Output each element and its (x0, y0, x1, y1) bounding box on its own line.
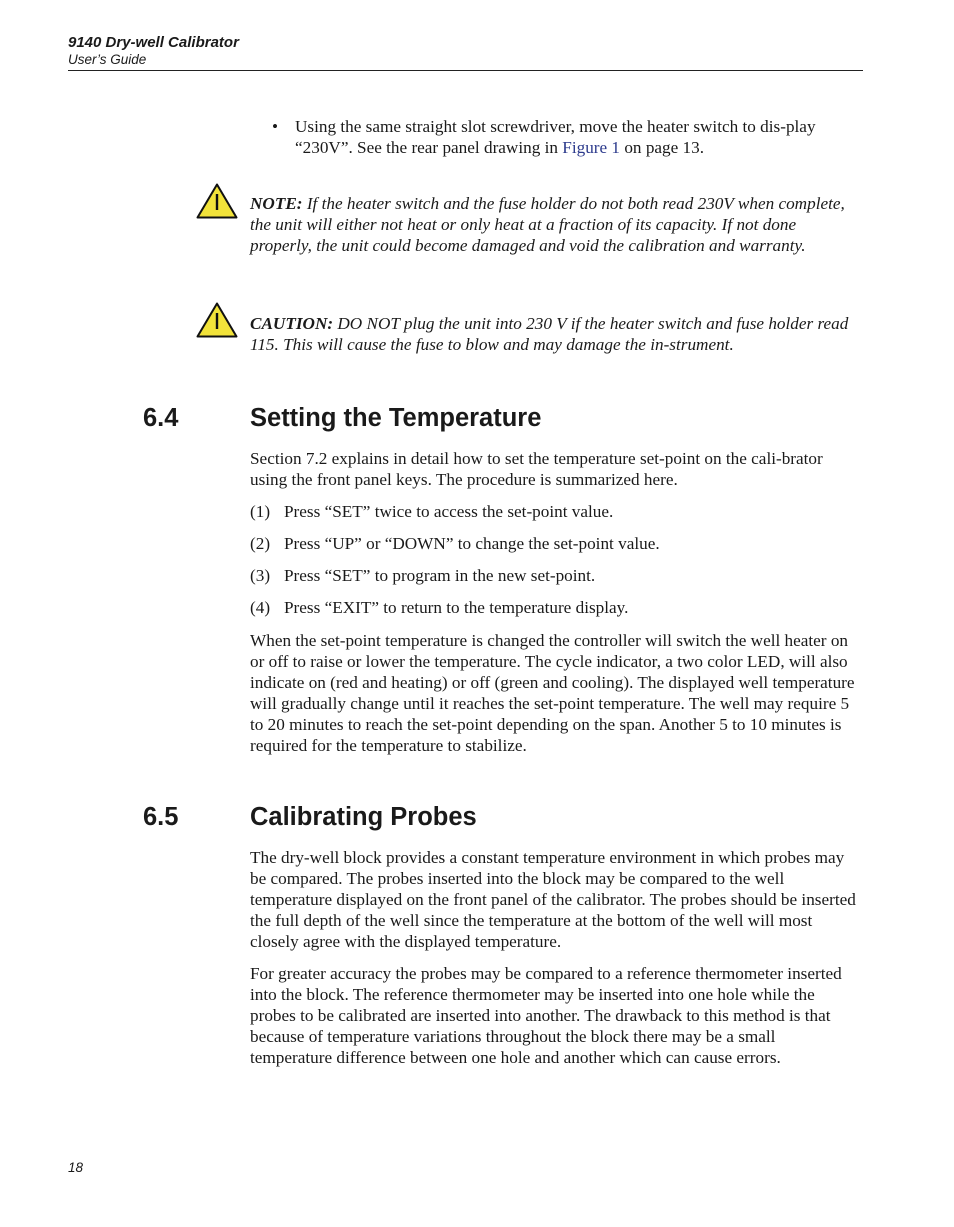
note-text: If the heater switch and the fuse holder do not both read 230V when complete, the unit will either not heat or only heat at a fraction of its capacity. If not done properly, the unit could become damaged and void the calibration and warranty. (250, 194, 845, 255)
header-divider (68, 70, 863, 71)
document-subtitle: User’s Guide (68, 52, 147, 67)
page-number: 18 (68, 1160, 84, 1175)
figure-1-link[interactable]: Figure 1 (562, 138, 621, 157)
bullet-text-before: Using the same straight slot screwdriver, move the heater switch to dis-play “230V”. See the rear panel drawing in (295, 117, 816, 157)
step-number: (2) (250, 534, 271, 553)
document-title: 9140 Dry-well Calibrator (68, 34, 239, 51)
section-6-4-title: Setting the Temperature (250, 404, 542, 432)
page-header (68, 34, 863, 68)
procedure-step-2 (250, 533, 850, 554)
procedure-step-3 (250, 565, 850, 586)
step-number: (1) (250, 502, 271, 521)
caution-text: DO NOT plug the unit into 230 V if the heater switch and fuse holder read 115. This will cause the fuse to blow and may damage the in-strument. (250, 314, 849, 354)
caution-icon (196, 302, 238, 338)
note-block (250, 193, 850, 256)
caution-label: CAUTION: (250, 314, 334, 333)
step-text: Press “SET” twice to access the set-point value. (284, 502, 614, 521)
bullet-symbol: • (272, 117, 279, 136)
section-6-5-paragraph-1: The dry-well block provides a constant temperature environment in which probes may be compared. The probes inserted into the block may be compared to the well temperature displayed on the front panel of the calibrator. The probes should be inserted the full depth of the well since the temperature at the bottom of the well will most closely agree with the displayed temperature. (250, 848, 856, 951)
bullet-text-after: on page 13. (620, 138, 705, 157)
procedure-step-4 (250, 597, 850, 618)
section-6-4-number: 6.4 (143, 404, 179, 432)
warning-icon (196, 183, 238, 219)
section-6-5-title: Calibrating Probes (250, 803, 477, 831)
procedure-step-1 (250, 501, 850, 522)
caution-block (250, 313, 850, 355)
section-6-5-paragraph-2: For greater accuracy the probes may be compared to a reference thermometer inserted into the block. The reference thermometer may be inserted into one hole while the probes to be calibrated are inserted into another. The drawback to this method is that because of temperature variations throughout the block there may be a small temperature difference between one hole and another which can cause errors. (250, 964, 842, 1067)
step-text: Press “SET” to program in the new set-point. (284, 566, 596, 585)
section-6-4-body: When the set-point temperature is changed the controller will switch the well heater on or off to raise or lower the temperature. The cycle indicator, a two color LED, will also indicate on (red and heating) or off (green and cooling). The displayed well temperature will gradually change until it reaches the set-point temperature. The well may require 5 to 20 minutes to reach the set-point depending on the span. Another 5 to 10 minutes is required for the temperature to stabilize. (250, 631, 855, 755)
step-text: Press “EXIT” to return to the temperature display. (284, 598, 629, 617)
step-text: Press “UP” or “DOWN” to change the set-point value. (284, 534, 660, 553)
bullet-item (272, 116, 842, 158)
section-6-4-intro: Section 7.2 explains in detail how to set the temperature set-point on the cali-brator using the front panel keys. The procedure is summarized here. (250, 449, 823, 489)
step-number: (3) (250, 566, 271, 585)
step-number: (4) (250, 598, 271, 617)
bullet-text (295, 116, 842, 158)
section-6-5-number: 6.5 (143, 803, 179, 831)
note-label: NOTE: (250, 194, 303, 213)
